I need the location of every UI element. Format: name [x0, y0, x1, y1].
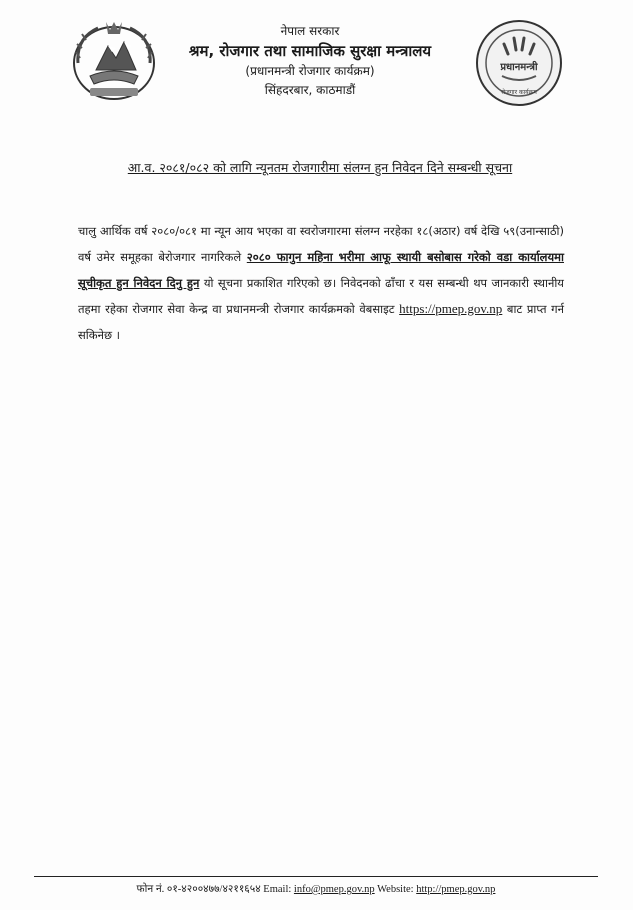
- notice-title: आ.व. २०८१/०८२ को लागि न्यूनतम रोजगारीमा संलग्न हुन निवेदन दिने सम्बन्धी सूचना: [127, 160, 513, 175]
- footer-email-link[interactable]: info@pmep.gov.np: [293, 884, 375, 895]
- nepal-government-emblem-icon: [68, 18, 160, 104]
- notice-body-text-2: यो सूचना प्रकाशित गरिएको छ। निवेदनको ढाँचा र यस सम्बन्धी थप जानकारी स्थानीय तहमा रहेका रोजगार सेवा केन्द्र वा प्रधानमन्त्री रोजगार कार्यक्रमको वेबसाइट: [78, 276, 564, 316]
- footer-website-label: Website:: [377, 884, 414, 895]
- notice-body-text-3: बाट प्राप्त गर्न सकिनेछ ।: [78, 302, 564, 342]
- program-name: (प्रधानमन्त्री रोजगार कार्यक्रम): [245, 64, 375, 78]
- footer-email-label: Email:: [263, 884, 292, 895]
- footer-phone: फोन नं. ०१-४२००४७७/४२११६५४: [136, 884, 261, 895]
- government-name: नेपाल सरकार: [280, 24, 340, 38]
- notice-body-text-1: चालु आर्थिक वर्ष २०८०/०८१ मा न्यून आय भएका वा स्वरोजगारमा संलग्न नरहेका १८(अठार) वर्ष देखि ५९(उनान्साठी) वर्ष उमेर समूहका बेरोजगार नागरिकले: [78, 224, 564, 264]
- footer: [34, 882, 598, 896]
- pmep-logo-icon: [474, 18, 564, 108]
- notice-body: [78, 218, 564, 348]
- ministry-name: श्रम, रोजगार तथा सामाजिक सुरक्षा मन्त्रालय: [188, 42, 432, 60]
- letterhead: [160, 22, 460, 100]
- footer-website-link[interactable]: http://pmep.gov.np: [416, 884, 496, 895]
- footer-divider: [34, 876, 598, 877]
- notice-body-emphasis: २०८० फागुन महिना भरीमा आफू स्थायी बसोबास गरेको वडा कार्यालयमा सूचीकृत हुन निवेदन दिनु हुन: [78, 250, 564, 290]
- pmep-logo-center-text: प्रधानमन्त्री: [500, 62, 538, 73]
- pmep-logo-bottom-text: रोजगार कार्यक्रम: [501, 89, 537, 96]
- office-address: सिंहदरबार, काठमाडौं: [264, 83, 356, 97]
- website-link[interactable]: https://pmep.gov.np: [399, 301, 503, 316]
